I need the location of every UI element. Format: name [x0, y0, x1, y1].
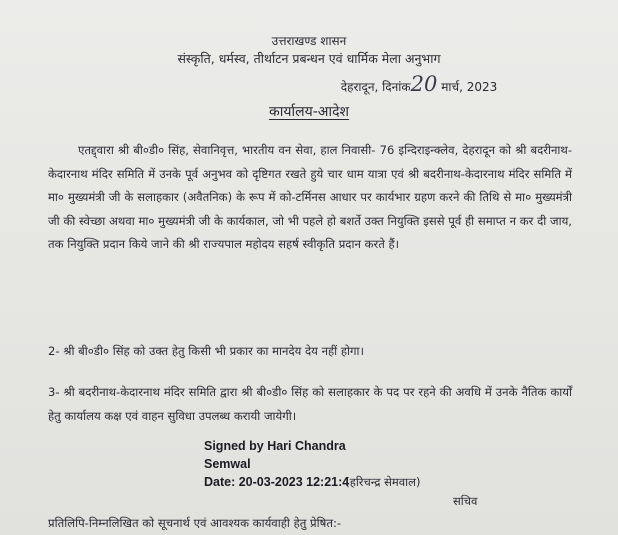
signatory-designation: सचिव — [453, 494, 478, 508]
copy-to-line: प्रतिलिपि-निम्नलिखित को सूचनार्थ एवं आवश्यक कार्यवाही हेतु प्रेषित:- — [48, 516, 342, 530]
order-paragraph-3: 3- श्री बदरीनाथ-केदारनाथ मंदिर समिति द्वारा श्री बी०डी० सिंह को सलाहकार के पद पर रहने की अवधि में उनके नैतिक कार्यों हेतु कार्यालय कक्ष एवं वाहन सुविधा उपलब्ध करायी जायेगी। — [48, 385, 572, 423]
order-paragraph-2: 2- श्री बी०डी० सिंह को उक्त हेतु किसी भी प्रकार का मानदेय देय नहीं होगा। — [48, 344, 364, 358]
order-paragraph-1: एतद्द्वारा श्री बी०डी० सिंह, सेवानिवृत्त, भारतीय वन सेवा, हाल निवासी- 76 इन्दिराइन्क्लेव, देहरादून को श्री बदरीनाथ-केदारनाथ मंदिर समिति में उनके पूर्व अनुभव को दृष्टिगत रखते हुये चार धाम यात्रा एवं श्री बदरीनाथ-केदारनाथ मंदिर समिति में मा० मुख्यमंत्री जी के सलाहकार (अवैतनिक) के रूप में को-टर्मिनस आधार पर कार्यभार ग्रहण करने की तिथि से मा० मुख्यमंत्री जी की स्वेच्छा अथवा मा० मुख्यमंत्री जी के कार्यकाल, जो भी पहले हो बशर्ते उक्त नियुक्ति इससे पूर्व ही समाप्त न कर दी जाय, तक नियुक्ति प्रदान किये जाने की श्री राज्यपाल महोदय सहर्ष स्वीकृति प्रदान करते हैं। — [48, 143, 572, 252]
signature-date-line — [204, 473, 420, 491]
order-title — [0, 102, 618, 121]
place-date-prefix: देहरादून, दिनांक — [340, 80, 411, 94]
signatory-name: (हरिचन्द्र सेमवाल) — [345, 475, 421, 489]
signature-line-1: Signed by Hari Chandra — [204, 439, 346, 453]
order-title-text: कार्यालय-आदेश — [268, 104, 350, 120]
place-date-suffix: मार्च, 2023 — [441, 80, 498, 94]
handwritten-day: 20 — [410, 72, 438, 96]
digital-signature-block — [204, 437, 420, 491]
signature-line-2: Semwal — [204, 457, 251, 471]
signature-date: Date: 20-03-2023 12:21:4 — [204, 475, 350, 489]
government-heading: उत्तराखण्ड शासन — [271, 34, 347, 48]
place-date-line — [110, 72, 618, 96]
department-heading: संस्कृति, धर्मस्व, तीर्थाटन प्रबन्धन एवं धार्मिक मेला अनुभाग — [177, 51, 441, 66]
